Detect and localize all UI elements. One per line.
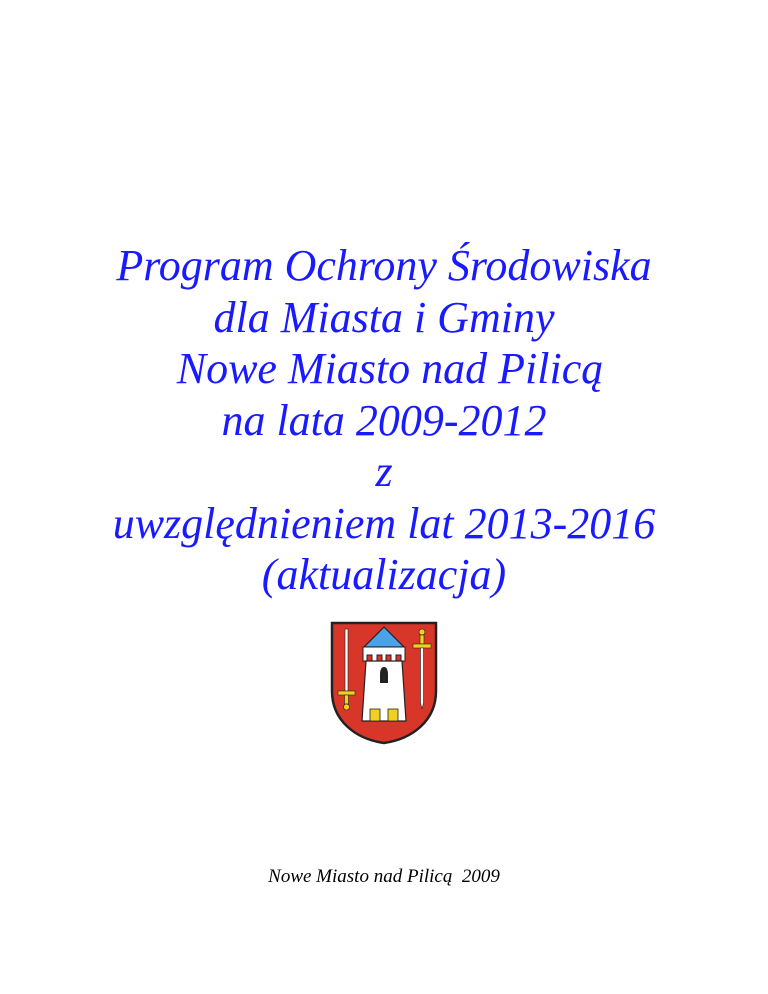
title-line-7: (aktualizacja) bbox=[261, 550, 507, 599]
title-line-3: Nowe Miasto nad Pilicą bbox=[176, 344, 604, 393]
title-line-2: dla Miasta i Gminy bbox=[213, 292, 555, 342]
document-title bbox=[0, 240, 768, 601]
tower-gate-right bbox=[388, 709, 398, 721]
title-line-1: Program Ochrony Środowiska bbox=[116, 241, 652, 290]
title-line-6: uwzględnieniem lat 2013-2016 bbox=[112, 498, 656, 548]
coat-of-arms-icon bbox=[330, 621, 438, 745]
title-line-5: z bbox=[375, 447, 393, 496]
tower-window bbox=[380, 667, 388, 683]
document-footer: Nowe Miasto nad Pilicą 2009 bbox=[268, 866, 500, 887]
title-line-4: na lata 2009-2012 bbox=[221, 395, 547, 445]
tower-gate-left bbox=[370, 709, 380, 721]
